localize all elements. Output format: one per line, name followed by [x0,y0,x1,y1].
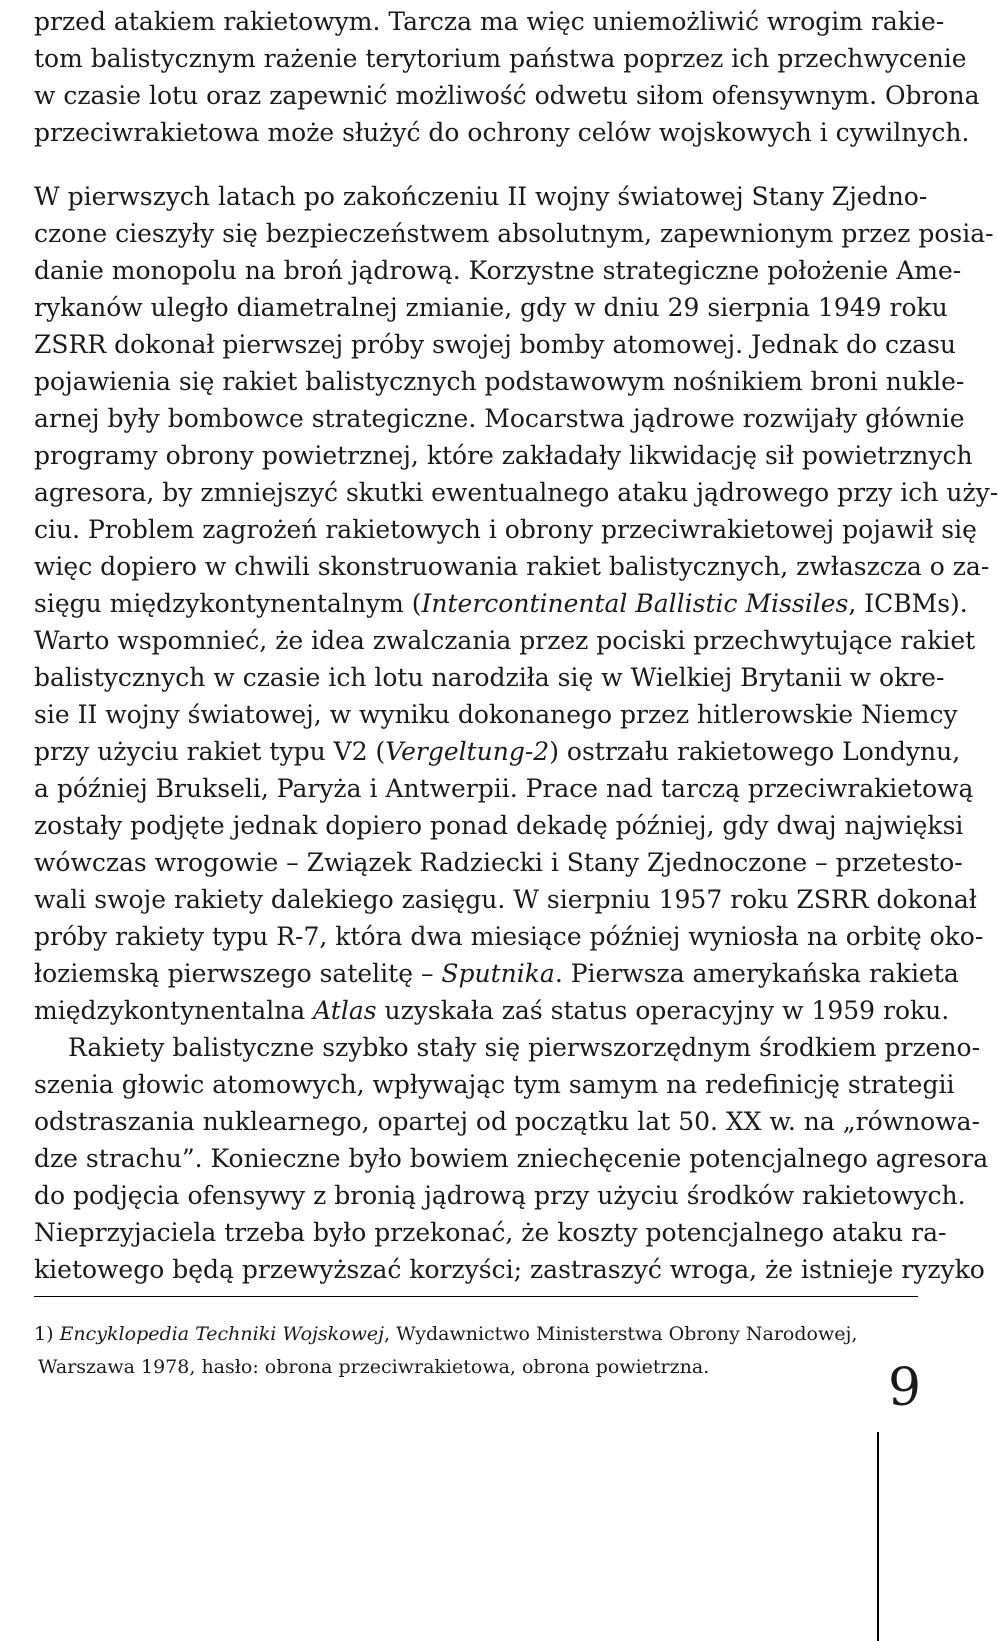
text-segment: przy użyciu rakiet typu V2 ( [34,737,386,766]
body-line: agresora, by zmniejszyć skutki ewentualnego ataku jądrowego przy ich uży- [34,478,998,507]
body-line: W pierwszych latach po zakończeniu II wojny światowej Stany Zjedno- [34,182,928,211]
body-line: czone cieszyły się bezpieczeństwem absolutnym, zapewnionym przez posia- [34,219,994,248]
italic-term: Intercontinental Ballistic Missiles [421,589,849,618]
body-line: w czasie lotu oraz zapewnić możliwość odwetu siłom ofensywnym. Obrona [34,81,980,110]
italic-term: Vergeltung-2 [385,737,550,766]
body-line: przed atakiem rakietowym. Tarcza ma więc uniemożliwić wrogim rakie- [34,7,945,36]
footnote-marker: 1) [34,1323,54,1345]
footnote-line-2: Warszawa 1978, hasło: obrona przeciwrakietowa, obrona powietrzna. [38,1356,710,1378]
page-edge-bar [877,1432,879,1641]
body-line: więc dopiero w chwili skonstruowania rakiet balistycznych, zwłaszcza o za- [34,552,990,581]
body-line: ZSRR dokonał pierwszej próby swojej bomby atomowej. Jednak do czasu [34,330,957,359]
body-line: przeciwrakietowa może służyć do ochrony celów wojskowych i cywilnych. [34,118,970,147]
footnote-title: Encyklopedia Techniki Wojskowej [59,1323,385,1345]
text-segment: , ICBMs). [848,589,968,618]
body-line [34,955,959,992]
body-line: zostały podjęte jednak dopiero ponad dekadę później, gdy dwaj najwięksi [34,811,964,840]
text-segment: międzykontynentalna [34,996,314,1025]
body-line: Warto wspomnieć, że idea zwalczania przez pociski przechwytujące rakiet [34,626,976,655]
text-segment: uzyskała zaś status operacyjny w 1959 roku. [376,996,950,1025]
body-line: programy obrony powietrznej, które zakładały likwidację sił powietrznych [34,441,973,470]
footnote-line1-rest: , Wydawnictwo Ministerstwa Obrony Narodowej, [384,1323,858,1345]
text-segment: łoziemską pierwszego satelitę – [34,959,442,988]
body-line: kietowego będą przewyższać korzyści; zastraszyć wroga, że istnieje ryzyko [34,1255,985,1284]
text-segment: ) ostrzału rakietowego Londynu, [549,737,961,766]
text-segment: sięgu międzykontynentalnym ( [34,589,422,618]
body-line: ciu. Problem zagrożeń rakietowych i obrony przeciwrakietowej pojawił się [34,515,977,544]
body-line: wali swoje rakiety dalekiego zasięgu. W sierpniu 1957 roku ZSRR dokonał [34,885,977,914]
body-line [34,733,961,770]
text-segment: . Pierwsza amerykańska rakieta [554,959,959,988]
body-line: dze strachu”. Konieczne było bowiem zniechęcenie potencjalnego agresora [34,1144,989,1173]
body-line: tom balistycznym rażenie terytorium państwa poprzez ich przechwycenie [34,44,967,73]
body-line: danie monopolu na broń jądrową. Korzystne strategiczne położenie Ame- [34,256,962,285]
footnote-separator [34,1296,918,1297]
body-line: Nieprzyjaciela trzeba było przekonać, że koszty potencjalnego ataku ra- [34,1218,947,1247]
body-line: do podjęcia ofensywy z bronią jądrową przy użyciu środków rakietowych. [34,1181,966,1210]
body-line: wówczas wrogowie – Związek Radziecki i Stany Zjednoczone – przetesto- [34,848,963,877]
italic-term: Atlas [313,996,377,1025]
italic-term: Sputnika [441,959,555,988]
body-line: sie II wojny światowej, w wyniku dokonanego przez hitlerowskie Niemcy [34,700,958,729]
body-line: rykanów uległo diametralnej zmianie, gdy w dniu 29 sierpnia 1949 roku [34,293,948,322]
body-line: pojawienia się rakiet balistycznych podstawowym nośnikiem broni nukle- [34,367,965,396]
body-line [34,585,968,622]
body-line [34,992,950,1029]
body-line: arnej były bombowce strategiczne. Mocarstwa jądrowe rozwijały głównie [34,404,965,433]
body-line: balistycznych w czasie ich lotu narodziła się w Wielkiej Brytanii w okre- [34,663,945,692]
body-line: szenia głowic atomowych, wpływając tym samym na redefinicję strategii [34,1070,955,1099]
footnote [34,1318,922,1351]
body-line: Rakiety balistyczne szybko stały się pierwszorzędnym środkiem przeno- [68,1033,981,1062]
body-line: odstraszania nuklearnego, opartej od początku lat 50. XX w. na „równowa- [34,1107,980,1136]
page-number: 9 [888,1358,922,1418]
body-line: próby rakiety typu R-7, która dwa miesiące później wyniosła na orbitę oko- [34,922,984,951]
body-line: a później Brukseli, Paryża i Antwerpii. Prace nad tarczą przeciwrakietową [34,774,974,803]
